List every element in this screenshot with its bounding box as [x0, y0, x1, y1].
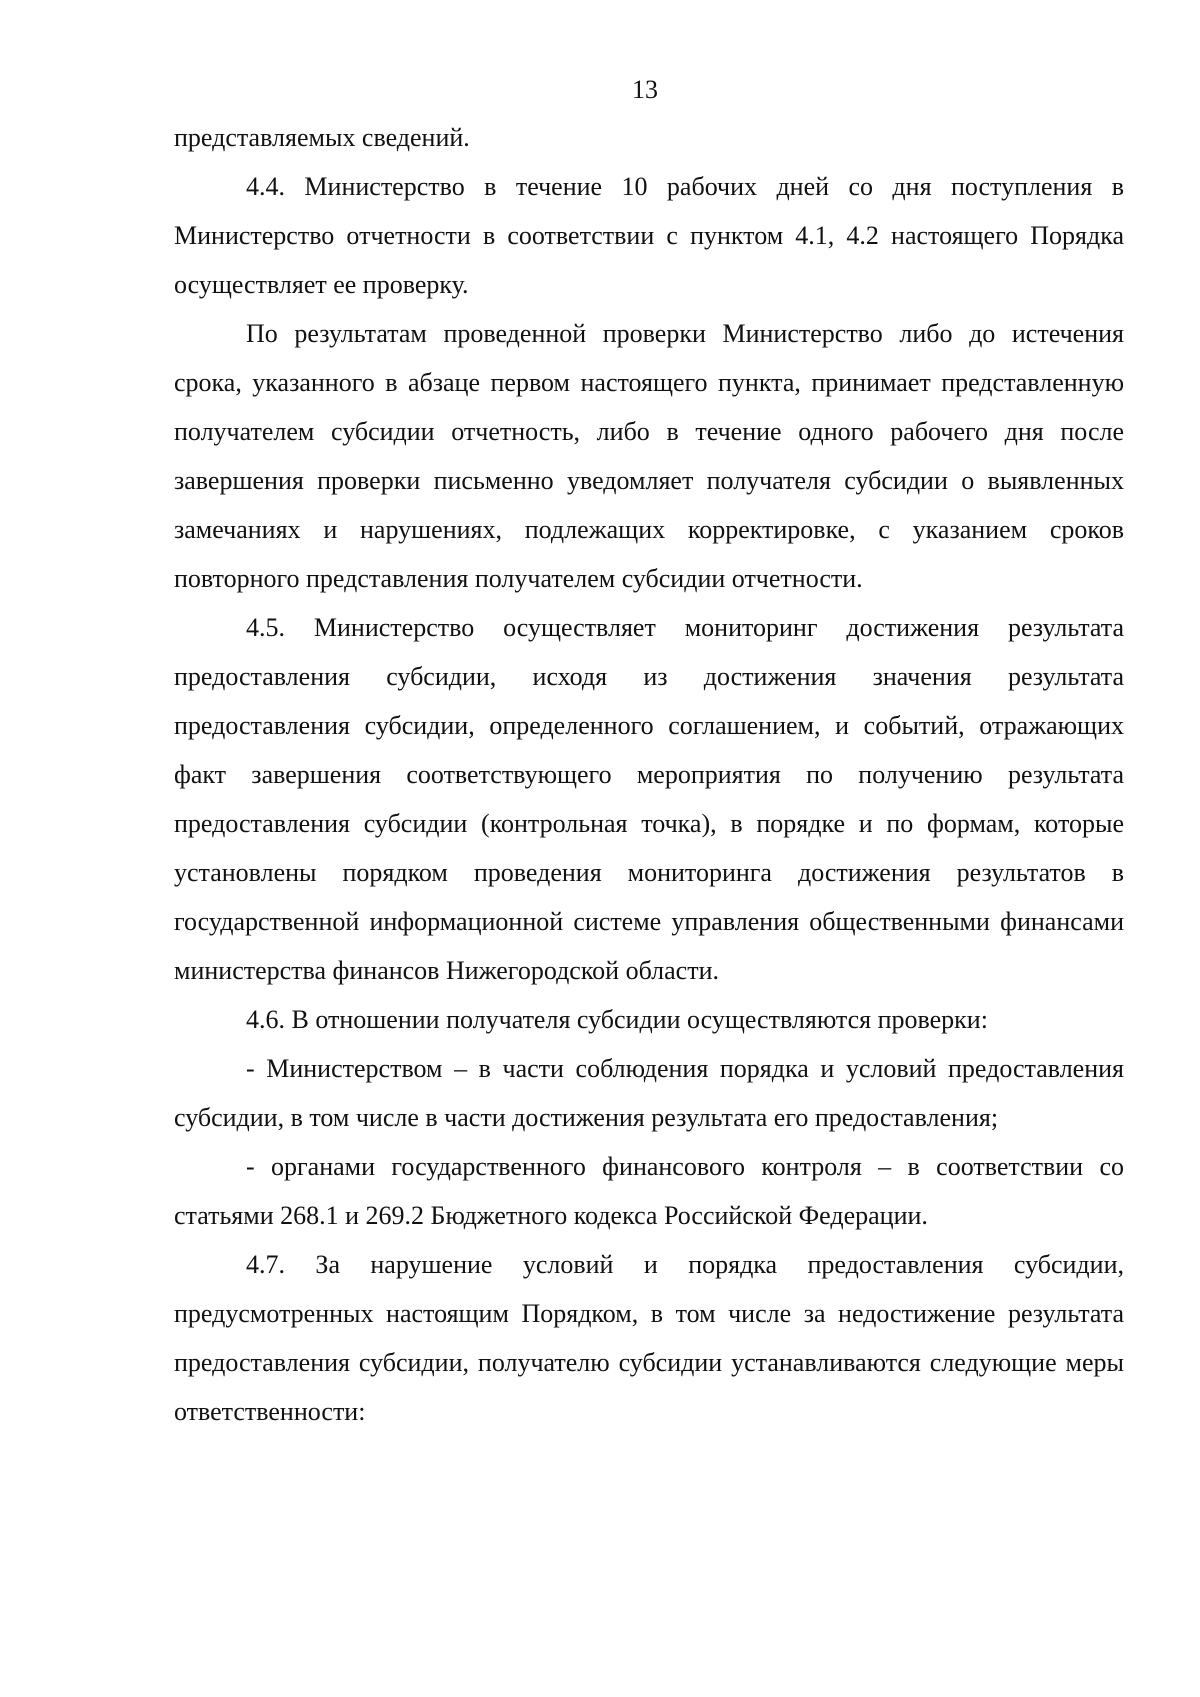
paragraph-4-7: 4.7. За нарушение условий и порядка предоставления субсидии, предусмотренных настоящим Порядком, в том числе за недостижение результата предоставления субсидии, получателю субсидии устанавливаются следующие меры ответственности: [174, 1250, 1124, 1426]
page-number: 13 [632, 75, 658, 104]
paragraph-4-4: 4.4. Министерство в течение 10 рабочих дней со дня поступления в Министерство отчетности в соответствии с пунктом 4.1, 4.2 настоящего Порядка осуществляет ее проверку. [174, 172, 1124, 299]
paragraph-continuation: представляемых сведений. [174, 123, 470, 152]
document-body [174, 113, 1124, 1436]
paragraph-4-6: 4.6. В отношении получателя субсидии осуществляются проверки: [246, 1005, 988, 1034]
paragraph-financial-control-checks: - органами государственного финансового контроля – в соответствии со статьями 268.1 и 269.2 Бюджетного кодекса Российской Федерации. [174, 1152, 1124, 1230]
paragraph-verification-results: По результатам проведенной проверки Министерство либо до истечения срока, указанного в абзаце первом настоящего пункта, принимает представленную получателем субсидии отчетность, либо в течение одного рабочего дня после завершения проверки письменно уведомляет получателя субсидии о выявленных замечаниях и нарушениях, подлежащих корректировке, с указанием сроков повторного представления получателем субсидии отчетности. [174, 319, 1124, 593]
paragraph-ministry-checks: - Министерством – в части соблюдения порядка и условий предоставления субсидии, в том числе в части достижения результата его предоставления; [174, 1054, 1124, 1132]
paragraph-4-5: 4.5. Министерство осуществляет мониторинг достижения результата предоставления субсидии, исходя из достижения значения результата предоставления субсидии, определенного соглашением, и событий, отражающих факт завершения соответствующего мероприятия по получению результата предоставления субсидии (контрольная точка), в порядке и по формам, которые установлены порядком проведения мониторинга достижения результатов в государственной информационной системе управления общественными финансами министерства финансов Нижегородской области. [174, 613, 1124, 985]
